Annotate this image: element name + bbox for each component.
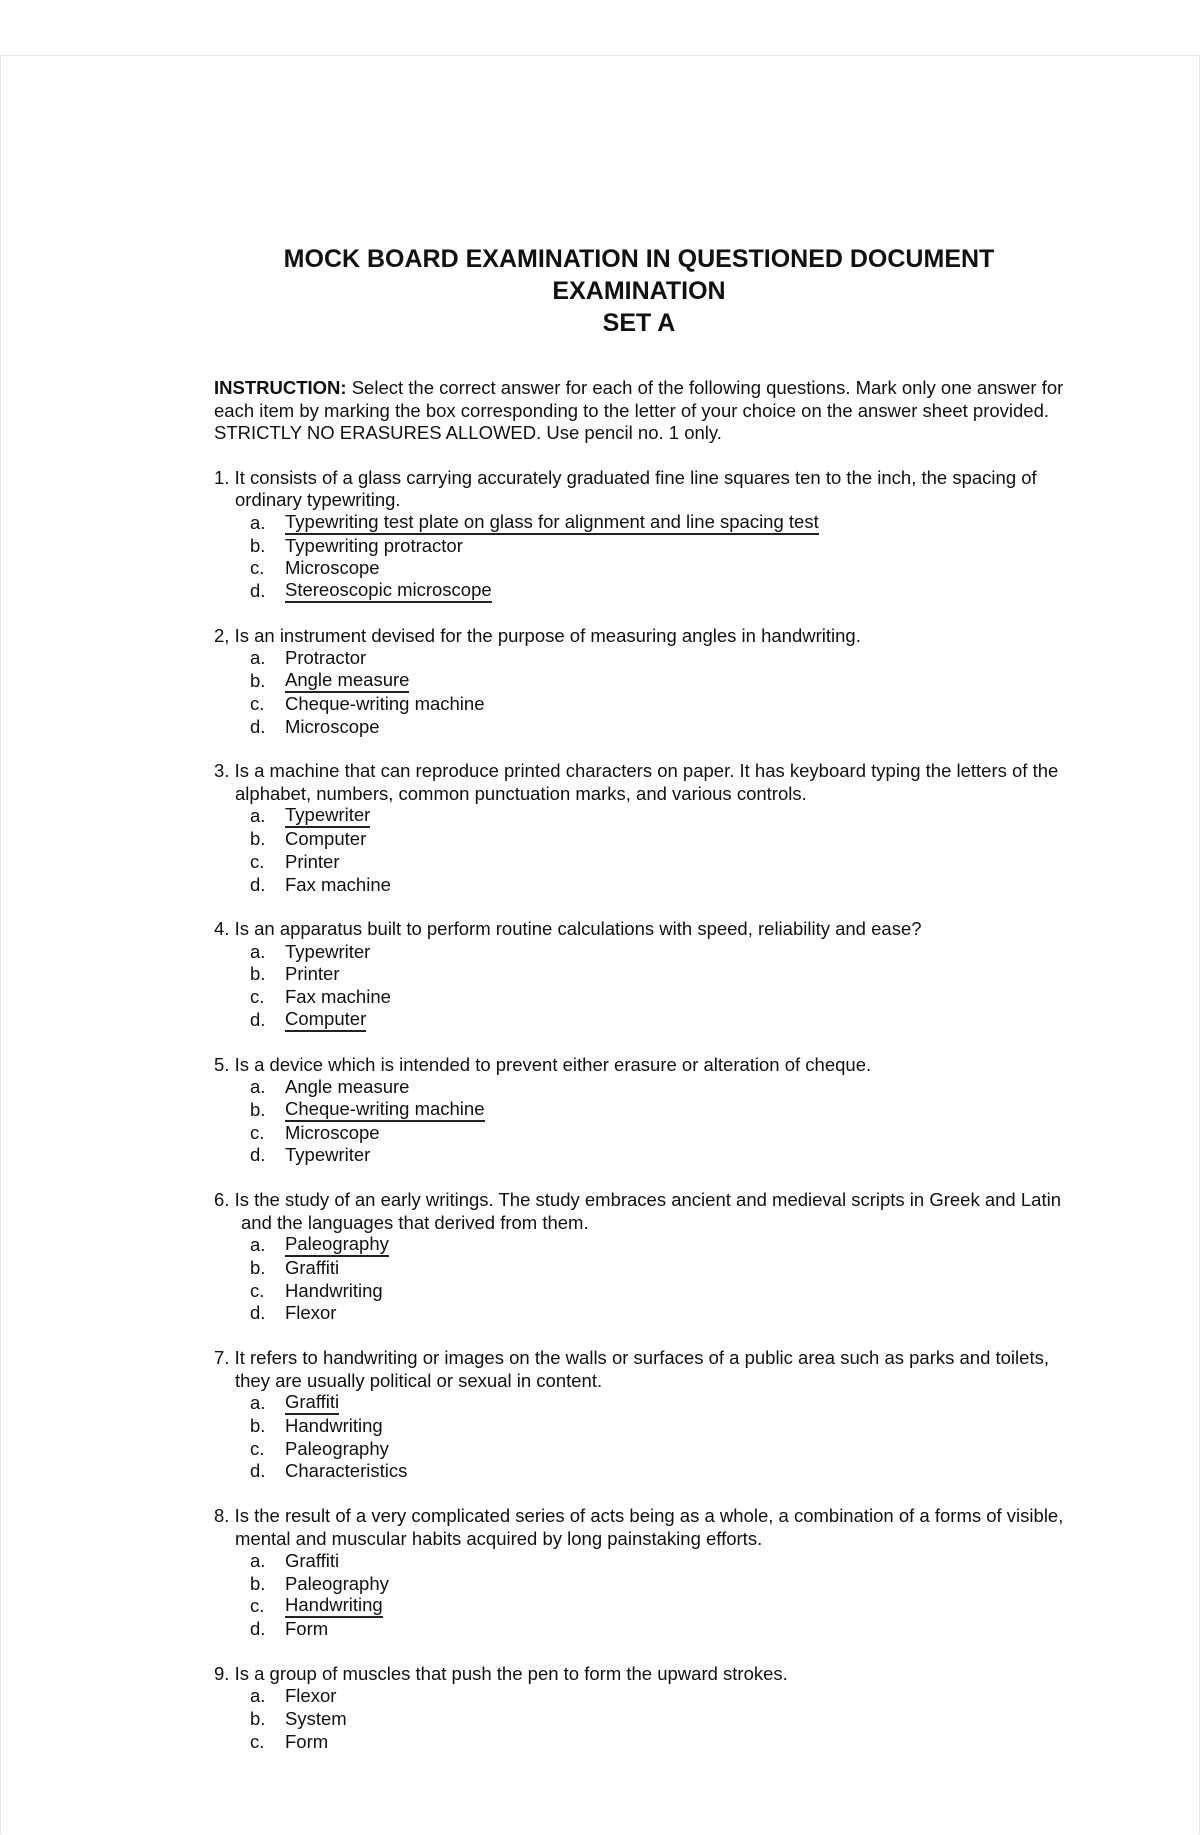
page-title: [214, 243, 1064, 339]
question-stem: 7. It refers to handwriting or images on the walls or surfaces of a public area such as parks and toilets, they are usually political or sexual in content.: [214, 1346, 1049, 1391]
option-text-underlined: Paleography: [285, 1234, 389, 1257]
instruction-paragraph: [214, 377, 1064, 445]
option-text: Graffiti: [285, 1550, 340, 1572]
option-text-underlined: Typewriting test plate on glass for alignment and line spacing test: [285, 512, 819, 535]
answer-option: [250, 1573, 1064, 1596]
option-text: Characteristics: [285, 1460, 408, 1482]
option-letter: d.: [250, 1302, 266, 1324]
question-item: [214, 1505, 1064, 1641]
option-text: Handwriting: [285, 1279, 383, 1301]
option-list: [214, 1234, 1064, 1325]
question-item: [214, 760, 1064, 896]
option-text: Fax machine: [285, 986, 391, 1007]
option-text: Form: [285, 1730, 329, 1752]
option-list: [214, 1392, 1064, 1483]
option-list: [214, 1550, 1064, 1641]
answer-option: [250, 1302, 1064, 1325]
option-letter: b.: [250, 828, 266, 850]
title-line: SET A: [602, 309, 676, 337]
option-text: Graffiti: [285, 1257, 340, 1279]
option-letter: c.: [250, 986, 265, 1007]
question-list: [214, 467, 1064, 1754]
option-letter: b.: [250, 963, 266, 985]
option-text: Cheque-writing machine: [285, 693, 485, 715]
answer-option: [250, 716, 1064, 739]
answer-option: [250, 670, 1064, 693]
option-letter: c.: [250, 1730, 265, 1752]
option-list: [214, 647, 1064, 738]
option-letter: d.: [250, 715, 266, 737]
option-text-underlined: Handwriting: [285, 1595, 383, 1618]
option-letter: a.: [250, 1685, 266, 1707]
page-content: [214, 243, 1064, 1753]
option-text: Printer: [285, 851, 340, 873]
answer-option: [250, 1257, 1064, 1280]
question-item: [214, 1347, 1064, 1483]
answer-option: [250, 1280, 1064, 1303]
instruction-text: Select the correct answer for each of the following questions. Mark only one answer for each item by marking the box corresponding to the letter of your choice on the answer sheet provided. STRICTLY NO ERASURES ALLOWED. Use pencil no. 1 only.: [214, 377, 1064, 443]
option-text: Printer: [285, 963, 340, 985]
question-stem: 9. Is a group of muscles that push the pen to form the upward strokes.: [214, 1662, 788, 1684]
option-text: Handwriting: [285, 1415, 383, 1437]
option-text: Microscope: [285, 557, 380, 579]
answer-option: [250, 1415, 1064, 1438]
question-stem: 1. It consists of a glass carrying accurately graduated fine line squares ten to the inch, the spacing of ordinary typewriting.: [214, 466, 1037, 511]
option-letter: c.: [250, 851, 265, 873]
answer-option: [250, 1234, 1064, 1257]
option-list: [214, 512, 1064, 603]
option-letter: b.: [250, 1415, 266, 1437]
answer-option: [250, 828, 1064, 851]
answer-option: [250, 1460, 1064, 1483]
document-page: [0, 55, 1200, 1834]
option-text: Computer: [285, 828, 367, 850]
answer-option: [250, 941, 1064, 964]
option-text: System: [285, 1708, 347, 1730]
option-letter: a.: [250, 1392, 266, 1414]
answer-option: [250, 1144, 1064, 1167]
question-item: [214, 1663, 1064, 1753]
option-letter: c.: [250, 1121, 265, 1143]
title-line: MOCK BOARD EXAMINATION IN QUESTIONED DOCUMENT: [283, 245, 995, 273]
question-item: [214, 918, 1064, 1031]
option-letter: a.: [250, 1234, 266, 1256]
option-text: Paleography: [285, 1437, 389, 1459]
option-letter: c.: [250, 693, 265, 715]
title-line: EXAMINATION: [552, 277, 726, 305]
option-letter: a.: [250, 940, 266, 962]
option-text: Typewriter: [285, 1144, 371, 1166]
question-stem: 4. Is an apparatus built to perform routine calculations with speed, reliability and ease?: [214, 918, 922, 940]
answer-option: [250, 1009, 1064, 1032]
option-text-underlined: Stereoscopic microscope: [285, 580, 492, 603]
option-list: [214, 1076, 1064, 1167]
option-list: [214, 1685, 1064, 1753]
option-text-underlined: Computer: [285, 1009, 366, 1032]
option-text: Fax machine: [285, 873, 391, 895]
option-text: Typewriter: [285, 940, 371, 962]
option-letter: a.: [250, 511, 266, 533]
answer-option: [250, 1595, 1064, 1618]
option-text: Paleography: [285, 1572, 389, 1594]
option-letter: c.: [250, 557, 265, 579]
answer-option: [250, 1438, 1064, 1461]
answer-option: [250, 851, 1064, 874]
option-letter: b.: [250, 1098, 266, 1120]
option-letter: d.: [250, 1144, 266, 1166]
option-letter: c.: [250, 1437, 265, 1459]
option-letter: d.: [250, 1008, 266, 1030]
option-letter: b.: [250, 1257, 266, 1279]
question-item: [214, 1189, 1064, 1325]
question-item: [214, 625, 1064, 738]
answer-option: [250, 512, 1064, 535]
option-letter: b.: [250, 670, 266, 692]
option-text-underlined: Cheque-writing machine: [285, 1099, 485, 1122]
answer-option: [250, 647, 1064, 670]
instruction-label: INSTRUCTION:: [214, 377, 347, 398]
option-list: [214, 941, 1064, 1032]
option-text: Flexor: [285, 1302, 337, 1324]
option-text: Typewriting protractor: [285, 534, 463, 556]
option-text: Flexor: [285, 1685, 337, 1707]
answer-option: [250, 1076, 1064, 1099]
answer-option: [250, 1122, 1064, 1145]
answer-option: [250, 1550, 1064, 1573]
option-text-underlined: Typewriter: [285, 805, 370, 828]
option-text: Microscope: [285, 1121, 380, 1143]
question-stem: 8. Is the result of a very complicated series of acts being as a whole, a combination of a forms of visible, mental and muscular habits acquired by long painstaking efforts.: [214, 1504, 1064, 1549]
question-item: [214, 1054, 1064, 1167]
option-letter: a.: [250, 647, 266, 669]
answer-option: [250, 1685, 1064, 1708]
question-stem: 6. Is the study of an early writings. The study embraces ancient and medieval scripts in Greek and Latin and the languages that derived from them.: [214, 1188, 1061, 1233]
option-letter: d.: [250, 579, 266, 601]
option-text: Angle measure: [285, 1076, 410, 1098]
option-letter: c.: [250, 1279, 265, 1301]
answer-option: [250, 805, 1064, 828]
option-text-underlined: Graffiti: [285, 1392, 339, 1415]
option-letter: c.: [250, 1595, 265, 1617]
answer-option: [250, 963, 1064, 986]
answer-option: [250, 1708, 1064, 1731]
option-letter: a.: [250, 1550, 266, 1572]
question-item: [214, 467, 1064, 603]
answer-option: [250, 1392, 1064, 1415]
answer-option: [250, 1099, 1064, 1122]
option-letter: b.: [250, 1572, 266, 1594]
option-list: [214, 805, 1064, 896]
option-letter: b.: [250, 534, 266, 556]
answer-option: [250, 580, 1064, 603]
answer-option: [250, 986, 1064, 1009]
answer-option: [250, 535, 1064, 558]
option-letter: a.: [250, 805, 266, 827]
answer-option: [250, 874, 1064, 897]
option-text-underlined: Angle measure: [285, 670, 409, 693]
question-stem: 3. Is a machine that can reproduce printed characters on paper. It has keyboard typing the letters of the alphabet, numbers, common punctuation marks, and various controls.: [214, 760, 1059, 804]
option-text: Microscope: [285, 715, 380, 737]
answer-option: [250, 1618, 1064, 1641]
option-letter: a.: [250, 1076, 266, 1098]
option-letter: d.: [250, 1618, 266, 1640]
option-letter: d.: [250, 1460, 266, 1482]
answer-option: [250, 1731, 1064, 1754]
option-text: Form: [285, 1618, 329, 1640]
option-text: Protractor: [285, 647, 367, 669]
option-letter: b.: [250, 1708, 266, 1730]
question-stem: 2, Is an instrument devised for the purpose of measuring angles in handwriting.: [214, 624, 861, 646]
answer-option: [250, 557, 1064, 580]
question-stem: 5. Is a device which is intended to prevent either erasure or alteration of cheque.: [214, 1053, 872, 1075]
answer-option: [250, 693, 1064, 716]
option-letter: d.: [250, 873, 266, 895]
